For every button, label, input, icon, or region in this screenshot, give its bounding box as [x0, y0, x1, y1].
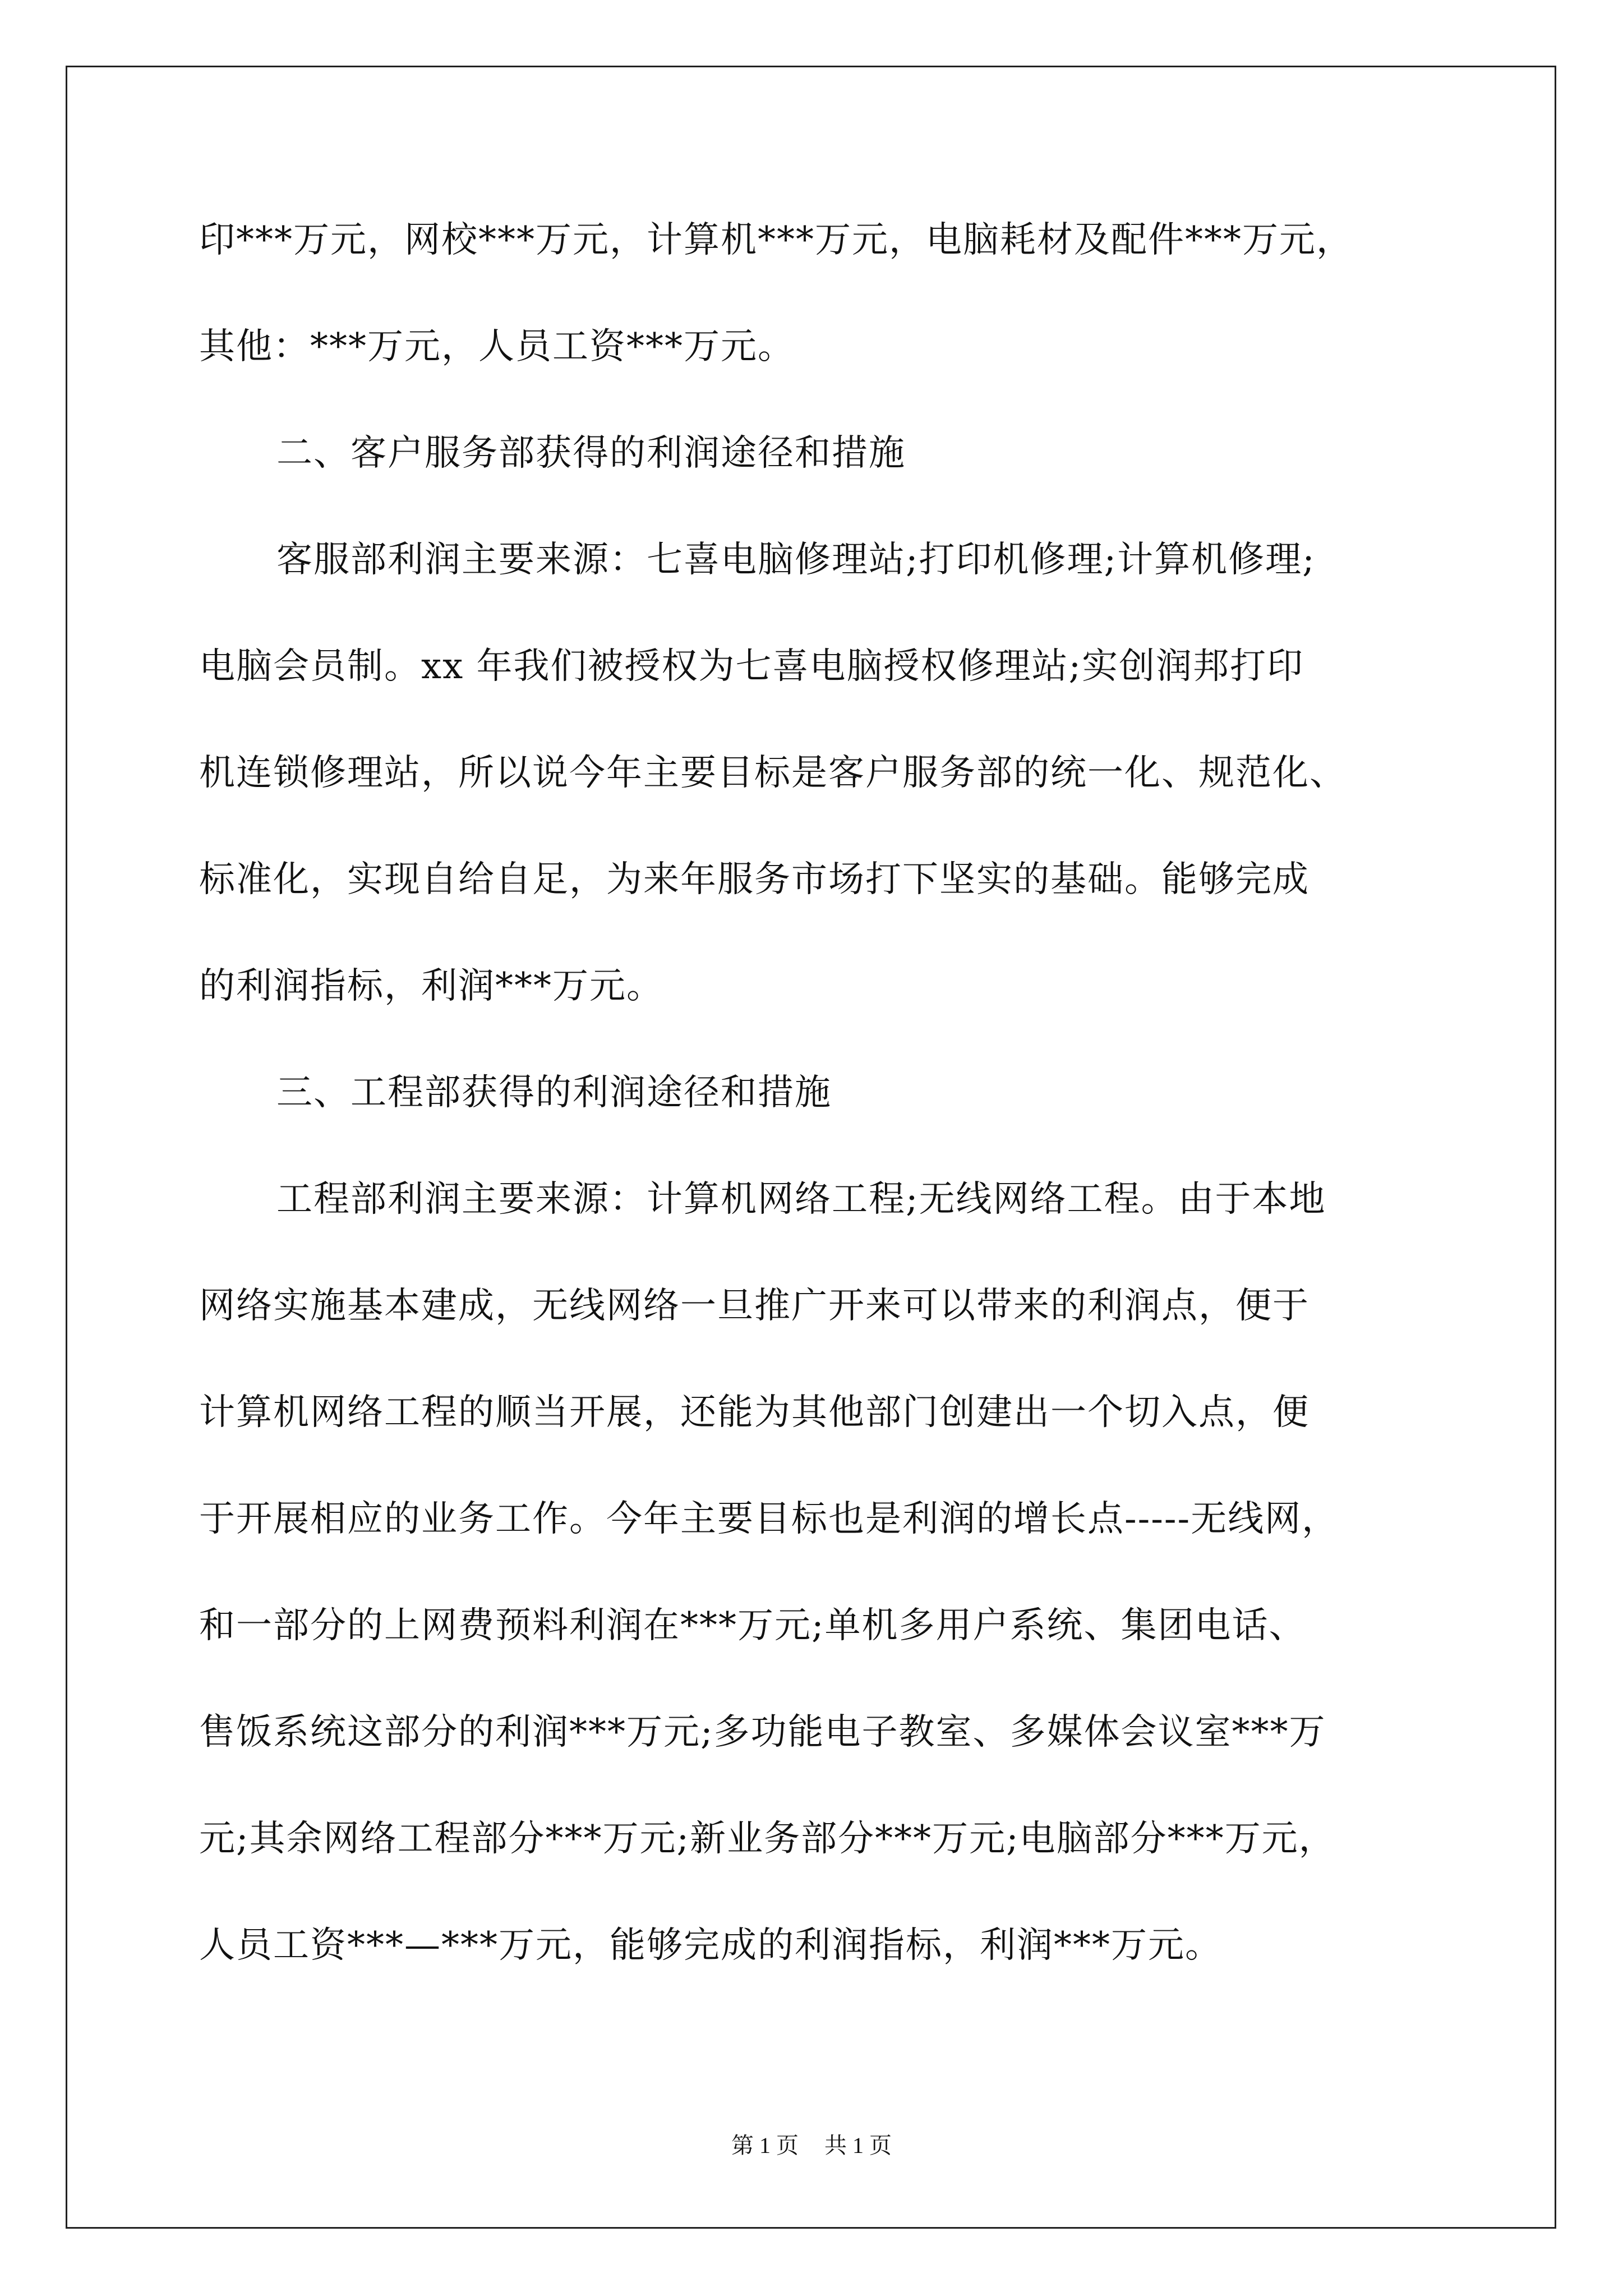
- text-line-13: 于开展相应的业务工作。今年主要目标也是利润的增长点-----无线网，: [199, 1498, 1339, 1540]
- text-line-11: 网络实施基本建成，无线网络一旦推广开来可以带来的利润点，便于: [199, 1285, 1310, 1327]
- text-line-4: 客服部利润主要来源：七喜电脑修理站;打印机修理;计算机修理;: [276, 539, 1316, 581]
- text-line-16: 元;其余网络工程部分***万元;新业务部分***万元;电脑部分***万元，: [199, 1818, 1336, 1860]
- page-number-total: 共 1 页: [824, 2133, 892, 2158]
- text-line-12: 计算机网络工程的顺当开展，还能为其他部门创建出一个切入点，便: [199, 1392, 1310, 1433]
- text-line-10: 工程部利润主要来源：计算机网络工程;无线网络工程。由于本地: [276, 1179, 1326, 1220]
- page-footer: [0, 2129, 1623, 2162]
- text-line-15: 售饭系统这部分的利润***万元;多功能电子教室、多媒体会议室***万: [199, 1711, 1326, 1753]
- text-line-14: 和一部分的上网费预料利润在***万元;单机多用户系统、集团电话、: [199, 1605, 1306, 1646]
- text-line-7: 标准化，实现自给自足，为来年服务市场打下坚实的基础。能够完成: [199, 859, 1310, 900]
- text-line-2: 其他：***万元，人员工资***万元。: [199, 326, 795, 367]
- page-number-current: 第 1 页: [731, 2133, 799, 2158]
- section-heading-customer-service: 二、客户服务部获得的利润途径和措施: [276, 432, 906, 474]
- document-body: [199, 213, 1433, 2025]
- section-heading-engineering: 三、工程部获得的利润途径和措施: [276, 1072, 832, 1114]
- text-line-8: 的利润指标，利润***万元。: [199, 965, 663, 1007]
- text-line-5: 电脑会员制。xx 年我们被授权为七喜电脑授权修理站;实创润邦打印: [199, 646, 1304, 687]
- text-line-6: 机连锁修理站，所以说今年主要目标是客户服务部的统一化、规范化、: [199, 752, 1347, 794]
- text-line-1: 印***万元，网校***万元，计算机***万元，电脑耗材及配件***万元，: [199, 219, 1353, 261]
- text-line-17: 人员工资***—***万元，能够完成的利润指标，利润***万元。: [199, 1925, 1222, 1966]
